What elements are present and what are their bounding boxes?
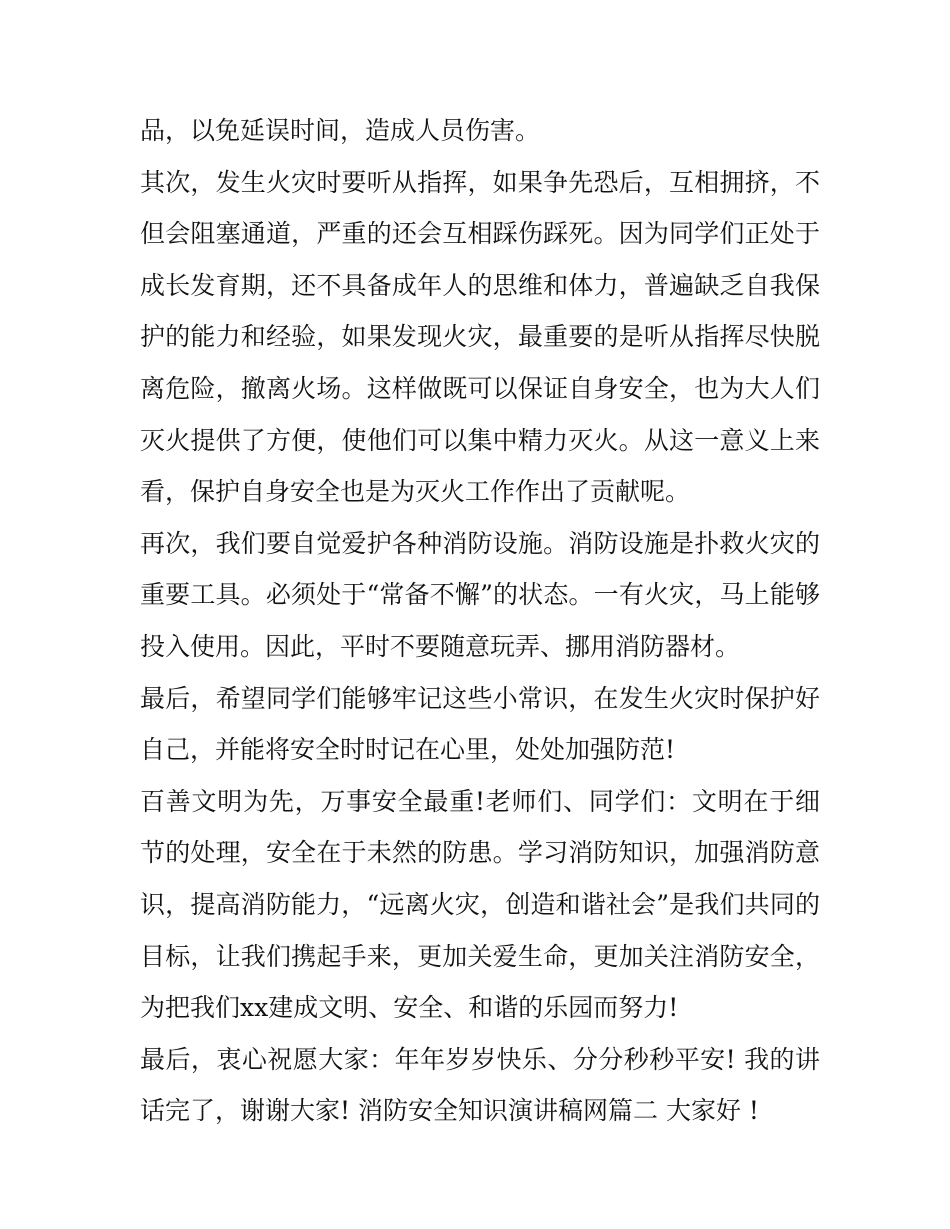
paragraph-secondly: 其次，发生火灾时要听从指挥，如果争先恐后，互相拥挤，不但会阻塞通道，严重的还会互相踩伤踩死。因为同学们正处于成长发育期，还不具备成年人的思维和体力，普遍缺乏自我保护的能力和经验，如果发现火灾，最重要的是听从指挥尽快脱离危险，撤离火场。这样做既可以保证自身安全，也为大人们灭火提供了方便，使他们可以集中精力灭火。从这一意义上来看，保护自身安全也是为灭火工作作出了贡献呢。 <box>140 167 820 507</box>
paragraph-thirdly: 再次，我们要自觉爱护各种消防设施。消防设施是扑救火灾的重要工具。必须处于“常备不懈”的状态。一有火灾，马上能够投入使用。因此，平时不要随意玩弄、挪用消防器材。 <box>140 528 820 661</box>
paragraph-closing: 最后，衷心祝愿大家：年年岁岁快乐、分分秒秒平安! 我的讲话完了，谢谢大家! 消防安全知识演讲稿网篇二 大家好 ! <box>140 1044 820 1126</box>
paragraph-civilization: 百善文明为先，万事安全最重!老师们、同学们：文明在于细节的处理，安全在于未然的防患。学习消防知识，加强消防意识，提高消防能力，“远离火灾，创造和谐社会”是我们共同的目标，让我们携起手来，更加关爱生命，更加关注消防安全，为把我们xx建成文明、安全、和谐的乐园而努力! <box>140 786 820 1023</box>
paragraph-finally: 最后，希望同学们能够牢记这些小常识，在发生火灾时保护好自己，并能将安全时时记在心里，处处加强防范! <box>140 683 820 765</box>
paragraph-continuation: 品，以免延误时间，造成人员伤害。 <box>140 116 541 145</box>
document-body <box>140 105 820 1137</box>
